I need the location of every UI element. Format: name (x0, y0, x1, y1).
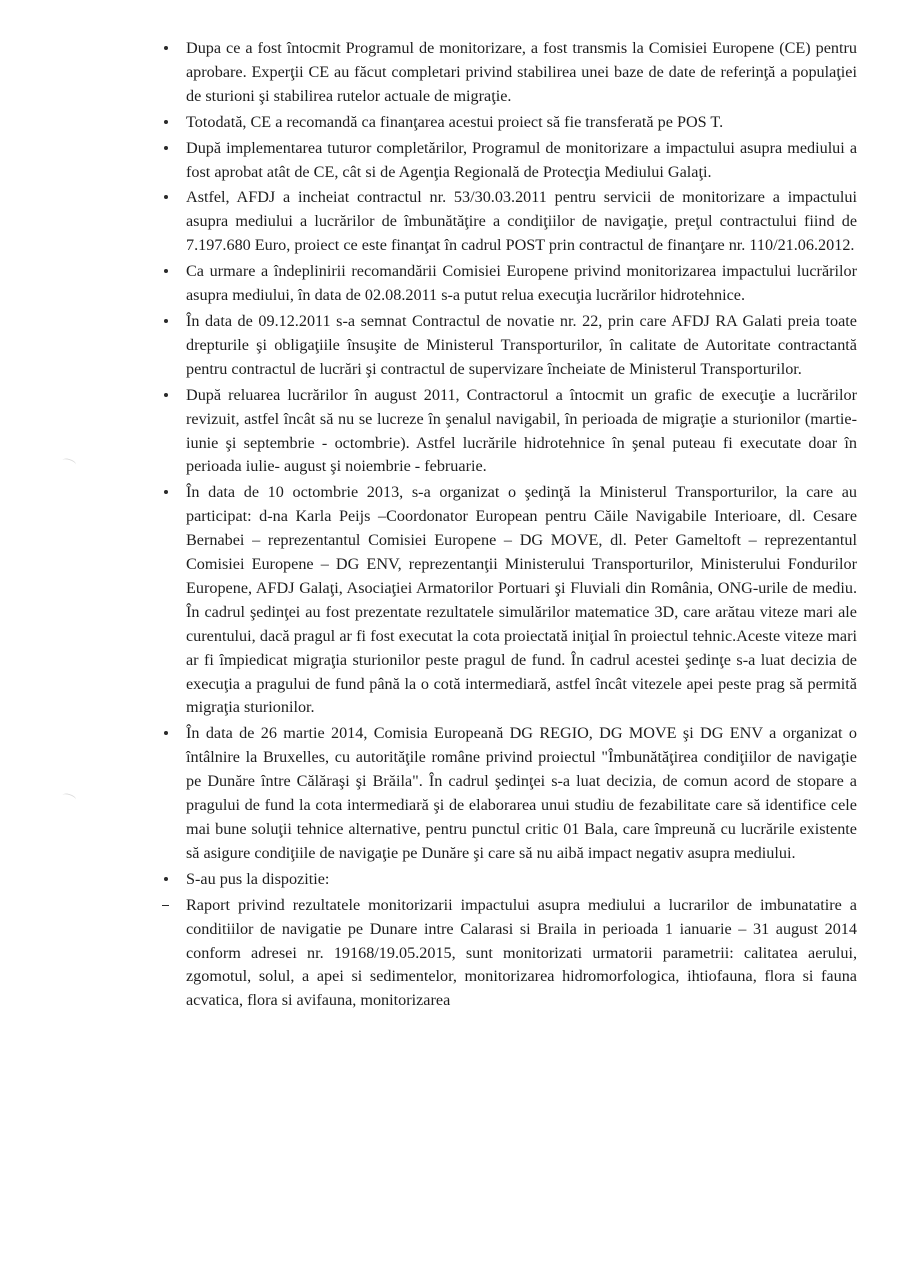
list-item (150, 894, 857, 1014)
scan-artifact (61, 792, 76, 803)
list-item (150, 111, 857, 135)
list-item (150, 722, 857, 865)
scan-artifact (61, 457, 76, 468)
paragraph-text: După implementarea tuturor completărilor, Programul de monitorizare a impactului asupra mediului a fost aprobat atât de CE, cât si de Agenţia Regională de Protecţia Mediului Galaţi. (186, 138, 857, 181)
list-item (150, 384, 857, 480)
list-item (150, 260, 857, 308)
paragraph-text: Dupa ce a fost întocmit Programul de monitorizare, a fost transmis la Comisiei Europene (CE) pentru aprobare. Experţii CE au făcut completari privind stabilirea unei baze de date de referinţă a populaţiei de sturioni şi stabilirea rutelor actuale de migraţie. (186, 39, 857, 105)
list-item (150, 186, 857, 258)
paragraph-text: Raport privind rezultatele monitorizarii impactului asupra mediului a lucrarilor de imbunatatire a conditiilor de navigatie pe Dunare intre Calarasi si Braila in perioada 1 ianuarie – 31 august 2014 conform adresei nr. 19168/19.05.2015, sunt monitorizati urmatorii parametrii: calitatea aerului, zgomotul, solul, a apei si sedimentelor, monitorizarea hidromorfologica, ihtiofauna, flora si fauna acvatica, flora si avifauna, monitorizarea (186, 895, 857, 1010)
paragraph-text: Astfel, AFDJ a incheiat contractul nr. 53/30.03.2011 pentru servicii de monitorizare a impactului asupra mediului a lucrărilor de îmbunătăţire a condiţiilor de navigaţie, preţul contractului fiind de 7.197.680 Euro, proiect ce este finanţat în cadrul POST prin contractul de finanţare nr. 110/21.06.2012. (186, 188, 857, 255)
paragraph-text: Ca urmare a îndeplinirii recomandării Comisiei Europene privind monitorizarea impactului lucrărilor asupra mediului, în data de 02.08.2011 s-a putut relua execuţia lucrărilor hidrotehnice. (186, 262, 857, 305)
paragraph-list (150, 37, 857, 1015)
paragraph-text: Totodată, CE a recomandă ca finanţarea acestui proiect să fie transferată pe POS T. (186, 112, 724, 131)
paragraph-text: În data de 09.12.2011 s-a semnat Contractul de novatie nr. 22, prin care AFDJ RA Galati preia toate drepturile şi obligaţiile însuşite de Ministerul Transporturilor, în calitate de Autoritate contractantă pentru contractul de lucrări şi contractul de supervizare încheiate de Ministerul Transporturilor. (186, 311, 857, 378)
list-item (150, 310, 857, 382)
paragraph-text: S-au pus la dispozitie: (186, 869, 330, 888)
list-item (150, 481, 857, 720)
list-item (150, 868, 857, 892)
paragraph-text: În data de 26 martie 2014, Comisia Europeană DG REGIO, DG MOVE şi DG ENV a organizat o întâlnire la Bruxelles, cu autorităţile române privind proiectul "Îmbunătăţirea condiţiilor de navigaţie pe Dunăre între Călăraşi şi Brăila". În cadrul şedinţei s-a luat decizia, de comun acord de stopare a pragului de fund la cota intermediară şi de elaborarea unui studiu de fezabilitate care să identifice cele mai bune soluţii tehnice alternative, pentru punctul critic 01 Bala, care împreună cu lucrările existente să asigure condiţiile de navigaţie pe Dunăre şi care să nu aibă impact negativ asupra mediului. (186, 724, 857, 862)
paragraph-text: În data de 10 octombrie 2013, s-a organizat o şedinţă la Ministerul Transporturilor, la care au participat: d-na Karla Peijs –Coordonator European pentru Căile Navigabile Interioare, dl. Cesare Bernabei – reprezentantul Comisiei Europene – DG MOVE, dl. Peter Gameltoft – reprezentantul Comisiei Europene – DG ENV, reprezentanţii Ministerului Transporturilor, Ministerului Fondurilor Europene, AFDJ Galaţi, Asociaţiei Armatorilor Portuari şi Fluviali din România, ONG-urile de mediu. În cadrul şedinţei au fost prezentate rezultatele simulărilor matematice 3D, care arătau viteze mari ale curentului, dacă pragul ar fi fost executat la cota proiectată iniţial în proiectul tehnic.Aceste viteze mari ar fi împiedicat migraţia sturionilor peste pragul de fund. În cadrul acestei şedinţe s-a luat decizia de execuţia a pragului de fund până la o cotă intermediară, astfel încât vitezele apei peste prag să permită migraţia sturionilor. (186, 483, 857, 717)
paragraph-text: După reluarea lucrărilor în august 2011, Contractorul a întocmit un grafic de execuţie a lucrărilor revizuit, astfel încât să nu se lucreze în şenalul navigabil, în perioada de migraţie a sturionilor (martie-iunie şi septembrie - octombrie). Astfel lucrările hidrotehnice în şenal puteau fi executate doar în perioada iulie- august şi noiembrie - februarie. (186, 385, 857, 476)
list-item (150, 137, 857, 185)
list-item (150, 37, 857, 109)
